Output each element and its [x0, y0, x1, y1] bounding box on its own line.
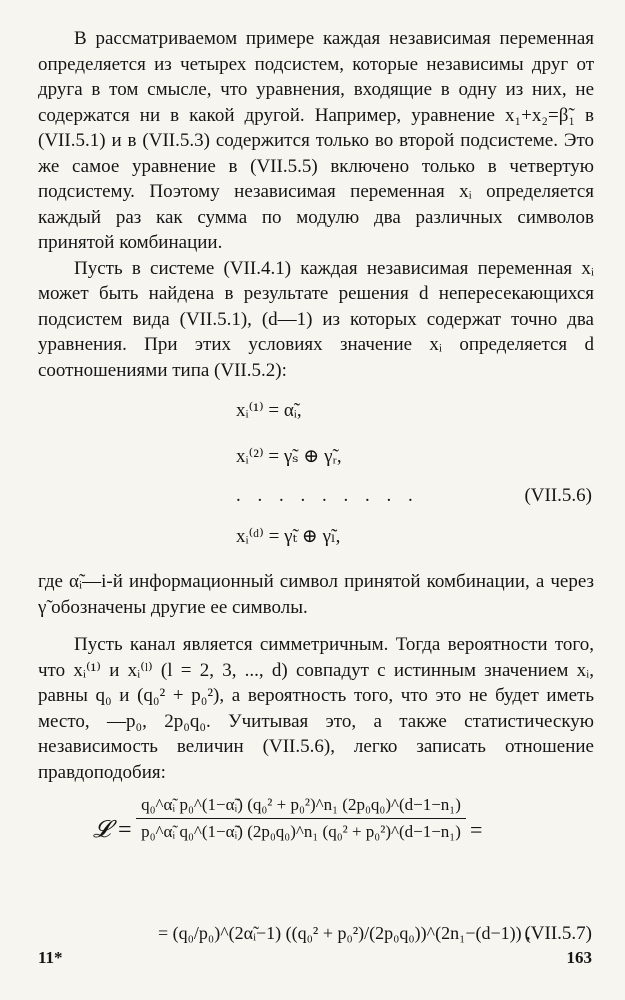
paragraph-1: В рассматриваемом примере каждая независимая переменная определяется из четырех подсистем, которые независимы друг от друга в том смысле, что уравнения, входящие в одну из них, не содержатся ни в какой другой. Например, уравнение x₁+x₂=β̃₁ в (VII.5.1) и в (VII.5.3) содержится только во второй подсистеме. Это же самое уравнение в (VII.5.5) включено только в четвертую подсистему. Поэтому независимая переменная xᵢ определяется каждый раз как сумма по модулю два различных символов принятой комбинации. [38, 28, 594, 253]
paragraph-4: Пусть канал является симметричным. Тогда вероятности того, что xᵢ⁽¹⁾ и xᵢ⁽ˡ⁾ (l = 2, 3, ..., d) совпадут с истинным значением xᵢ, равны q₀ и (q₀² + p₀²), а вероятность того, что это не будет иметь место, —p₀, 2p₀q₀. Учитывая это, а также статистическую независимость величин (VII.5.6), легко записать отношение правдоподобия: [38, 634, 594, 783]
likelihood-ratio-formula [38, 795, 594, 995]
formula-second-line: = (q₀/p₀)^(2α̃ᵢ−1) ((q₀² + p₀²)/(2p₀q₀))^(2n₁−(d−1)) , [158, 923, 531, 943]
signature-mark: 11* [38, 948, 63, 967]
fraction-bar [136, 818, 466, 819]
paragraph-2: Пусть в системе (VII.4.1) каждая независимая переменная xᵢ может быть найдена в результате решения d непересекающихся подсистем вида (VII.5.1), (d—1) из которых содержат точно два уравнения. При этих условиях значение xᵢ определяется d соотношениями типа (VII.5.2): [38, 257, 594, 381]
system-row-1: xᵢ⁽¹⁾ = α̃ᵢ, [236, 400, 302, 421]
fraction-numerator: q₀^α̃ᵢ p₀^(1−α̃ᵢ) (q₀² + p₀²)^n₁ (2p₀q₀)^(d−1−n₁) [141, 795, 461, 814]
likelihood-fraction [136, 795, 466, 842]
fraction-denominator: p₀^α̃ᵢ q₀^(1−α̃ᵢ) (2p₀q₀)^n₁ (q₀² + p₀²)^(d−1−n₁) [141, 822, 461, 841]
equation-label-vii-5-7: (VII.5.7) [524, 923, 592, 944]
equation-system-vii-5-6 [38, 393, 594, 569]
equation-label-vii-5-6: (VII.5.6) [524, 485, 592, 506]
paragraph-3: где α̃ᵢ—i-й информационный символ принятой комбинации, а через γ̃ обозначены другие ее символы. [38, 571, 594, 618]
system-row-d: xᵢ⁽ᵈ⁾ = γ̃ₜ ⊕ γ̃ₗ, [236, 526, 341, 547]
page-body [38, 26, 594, 995]
equals-sign: = [470, 817, 483, 842]
system-row-2: xᵢ⁽²⁾ = γ̃ₛ ⊕ γ̃ᵣ, [236, 446, 342, 467]
likelihood-symbol: 𝓛 = [93, 817, 133, 843]
system-row-ellipsis: . . . . . . . . . [236, 485, 419, 506]
page-number: 163 [566, 948, 592, 967]
